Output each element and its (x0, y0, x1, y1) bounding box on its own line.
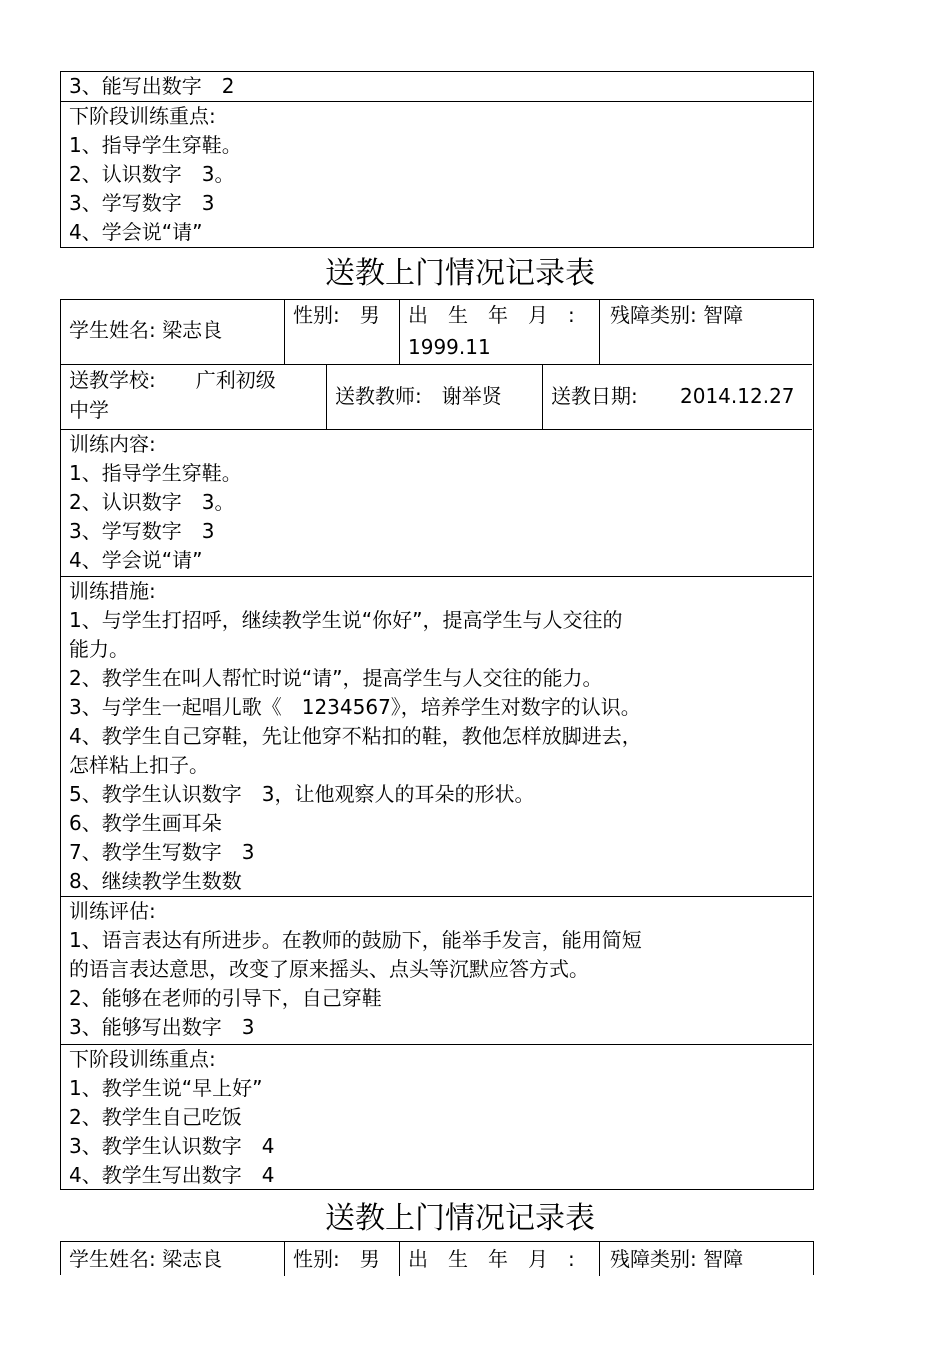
prev-record-tail (60, 71, 814, 248)
gender: 性别: 男 (293, 1247, 380, 1271)
next-focus (69, 1045, 274, 1190)
school-line-1: 送教学校: 广利初级 (69, 368, 276, 392)
list-item: 4、教学生写出数字 4 (69, 1163, 275, 1187)
student-name: 学生姓名: 梁志良 (69, 1247, 223, 1271)
school-line-2: 中学 (69, 398, 109, 422)
section-label: 训练评估: (69, 899, 156, 923)
list-item: 1、指导学生穿鞋。 (69, 133, 242, 157)
disability: 残障类别: 智障 (610, 303, 744, 327)
list-item: 1、教学生说“早上好” (69, 1076, 263, 1100)
list-item: 1、语言表达有所进步。在教师的鼓励下，能举手发言，能用简短 (69, 928, 642, 952)
list-item: 怎样粘上扣子。 (69, 753, 209, 777)
teacher-cell (326, 365, 542, 429)
section-label: 下阶段训练重点: (69, 1047, 216, 1071)
list-item: 4、教学生自己穿鞋，先让他穿不粘扣的鞋，教他怎样放脚进去， (69, 724, 642, 748)
gender-cell (284, 1242, 399, 1276)
training-evaluation (69, 897, 642, 1042)
list-item: 5、教学生认识数字 3，让他观察人的耳朵的形状。 (69, 782, 535, 806)
disability-cell (599, 300, 812, 364)
list-item: 1、与学生打招呼，继续教学生说“你好”，提高学生与人交往的 (69, 608, 623, 632)
list-item: 能力。 (69, 637, 129, 661)
birth-label: 出 生 年 月 : (408, 1247, 575, 1271)
prev-eval-last-line: 3、能写出数字 2 (69, 74, 235, 98)
date-cell (542, 365, 812, 429)
record-table-2 (60, 1241, 814, 1275)
birth-cell (399, 1242, 599, 1276)
list-item: 2、教学生自己吃饭 (69, 1105, 242, 1129)
list-item: 3、学写数字 3 (69, 519, 215, 543)
gender: 性别: 男 (293, 303, 380, 327)
list-item: 3、学写数字 3 (69, 191, 215, 215)
section-label: 训练措施: (69, 579, 156, 603)
training-measures (69, 577, 642, 896)
list-item: 4、学会说“请” (69, 220, 203, 244)
list-item: 4、学会说“请” (69, 548, 203, 572)
record-title: 送教上门情况记录表 (325, 256, 595, 291)
date-label: 送教日期: (551, 384, 638, 408)
list-item: 7、教学生写数字 3 (69, 840, 255, 864)
list-item: 8、继续教学生数数 (69, 869, 242, 893)
gender-cell (284, 300, 399, 364)
list-item: 2、能够在老师的引导下，自己穿鞋 (69, 986, 382, 1010)
list-item: 6、教学生画耳朵 (69, 811, 222, 835)
record-table (60, 299, 814, 1190)
disability-cell (599, 1242, 812, 1276)
list-item: 2、认识数字 3。 (69, 162, 235, 186)
teacher: 送教教师: 谢举贤 (335, 384, 502, 408)
list-item: 3、与学生一起唱儿歌《 1234567》，培养学生对数字的认识。 (69, 695, 641, 719)
birth-value: 1999.11 (408, 335, 491, 359)
section-label: 下阶段训练重点: (69, 104, 216, 128)
list-item: 1、指导学生穿鞋。 (69, 461, 242, 485)
birth-label: 出 生 年 月 : (408, 303, 575, 327)
prev-next-focus (69, 102, 242, 247)
disability: 残障类别: 智障 (610, 1247, 744, 1271)
student-name: 学生姓名: 梁志良 (69, 318, 223, 342)
list-item: 3、教学生认识数字 4 (69, 1134, 275, 1158)
list-item: 2、认识数字 3。 (69, 490, 235, 514)
section-label: 训练内容: (69, 432, 156, 456)
record-title: 送教上门情况记录表 (325, 1201, 595, 1236)
date-value: 2014.12.27 (680, 384, 795, 408)
list-item: 的语言表达意思，改变了原来摇头、点头等沉默应答方式。 (69, 957, 589, 981)
list-item: 2、教学生在叫人帮忙时说“请”，提高学生与人交往的能力。 (69, 666, 603, 690)
list-item: 3、能够写出数字 3 (69, 1015, 255, 1039)
training-content (69, 430, 242, 575)
birth-cell (399, 300, 599, 364)
